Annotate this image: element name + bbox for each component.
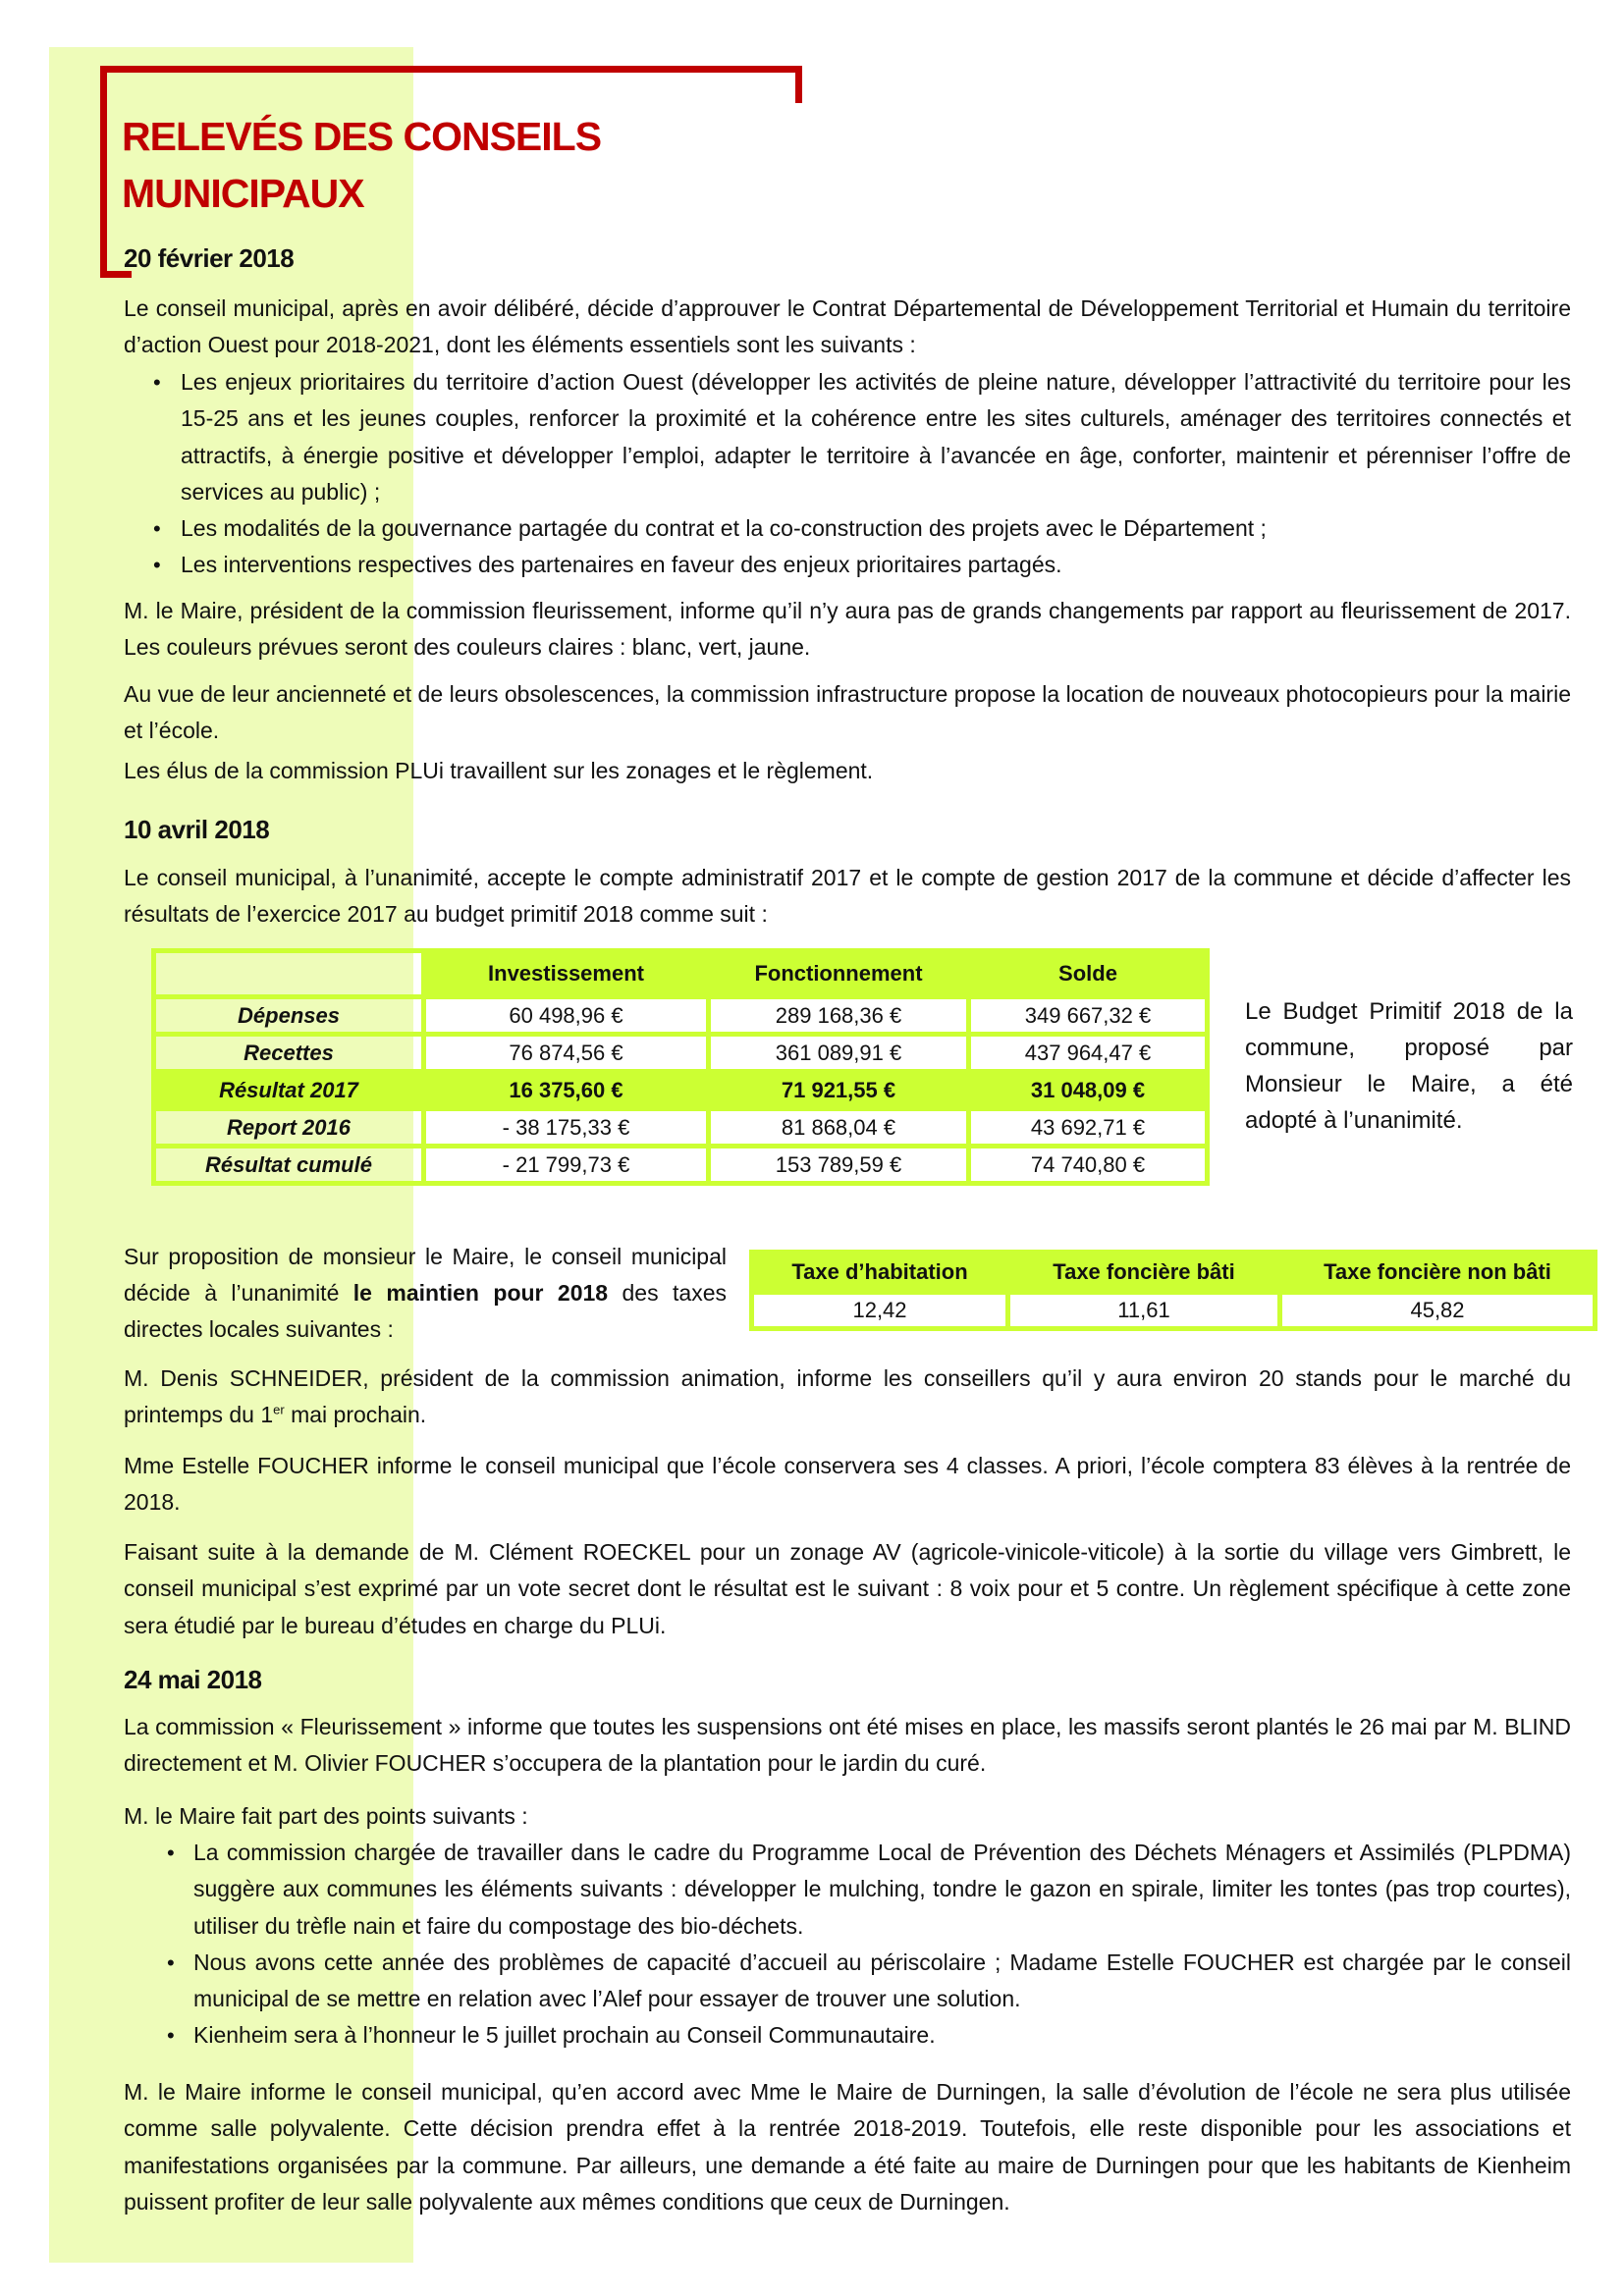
table-row-highlight: [154, 1072, 1208, 1109]
table-row: [154, 1147, 1208, 1184]
s3-paragraph-1: La commission « Fleurissement » informe que toutes les suspensions ont été mises en place, les massifs seront plantés le 26 mai par M. BLIND directement et M. Olivier FOUCHER s’occupera de la plantation pour le jardin du curé.: [124, 1714, 1571, 1777]
table-header-row: [752, 1253, 1596, 1293]
page-title-line2: MUNICIPAUX: [122, 171, 364, 216]
list-item: • La commission chargée de travailler dans le cadre du Programme Local de Prévention des Déchets Ménagers et Assimilés (PLPDMA) suggère aux communes les éléments suivants : développer le mulching, tondre le gazon en spirale, limiter les tontes (pas trop courtes), utiliser du trèfle nain et faire du compostage des bio-déchets.: [124, 1835, 1571, 1945]
title-frame-left: [100, 66, 107, 278]
row-label: Résultat cumulé: [154, 1147, 424, 1184]
budget-table: [151, 948, 1210, 1186]
row-label: Report 2016: [154, 1109, 424, 1147]
s2-paragraph-2: [124, 1361, 1571, 1434]
table-cell: 43 692,71 €: [969, 1109, 1208, 1147]
s1-bullet-list: [124, 364, 1571, 584]
s1-paragraph-3: Au vue de leur ancienneté et de leurs obsolescences, la commission infrastructure propose la location de nouveaux photocopieurs pour la mairie et l’école.: [124, 681, 1571, 744]
s2-paragraph-1: Le conseil municipal, à l’unanimité, accepte le compte administratif 2017 et le compte de gestion 2017 de la commune et décide d’affecter les résultats de l’exercice 2017 au budget primitif 2018 comme suit :: [124, 865, 1571, 928]
table-cell: - 21 799,73 €: [424, 1147, 709, 1184]
s1-paragraph-4: Les élus de la commission PLUi travaillent sur les zonages et le règlement.: [124, 758, 874, 783]
table-cell: 16 375,60 €: [424, 1072, 709, 1109]
list-item: • Les interventions respectives des partenaires en faveur des enjeux prioritaires partagés.: [124, 547, 1571, 583]
superscript: er: [273, 1402, 285, 1417]
table-row: [154, 1109, 1208, 1147]
table-header-cell: [154, 951, 424, 997]
table-row: [154, 997, 1208, 1035]
tax-rates-table: [749, 1250, 1597, 1331]
table-cell: 289 168,36 €: [709, 997, 969, 1035]
table-cell: 31 048,09 €: [969, 1072, 1208, 1109]
table-cell: 11,61: [1008, 1293, 1280, 1329]
list-item: • Nous avons cette année des problèmes de capacité d’accueil au périscolaire ; Madame Estelle FOUCHER est chargée par le conseil municipal de se mettre en relation avec l’Alef pour essayer de trouver une solution.: [124, 1945, 1571, 2018]
table-header-cell: Taxe d’habitation: [752, 1253, 1008, 1293]
budget-side-note: Le Budget Primitif 2018 de la commune, proposé par Monsieur le Maire, a été adopté à l’unanimité.: [1245, 998, 1573, 1134]
table-header-cell: Fonctionnement: [709, 951, 969, 997]
table-row: [154, 1035, 1208, 1072]
title-frame-right: [795, 66, 802, 103]
table-cell: 60 498,96 €: [424, 997, 709, 1035]
s3-paragraph-2: M. le Maire fait part des points suivants :: [124, 1803, 528, 1829]
tax-paragraph: [124, 1239, 727, 1348]
table-cell: 71 921,55 €: [709, 1072, 969, 1109]
table-cell: 45,82: [1280, 1293, 1596, 1329]
list-item: • Kienheim sera à l’honneur le 5 juillet prochain au Conseil Communautaire.: [124, 2017, 1571, 2054]
table-header-cell: Taxe foncière non bâti: [1280, 1253, 1596, 1293]
table-cell: 153 789,59 €: [709, 1147, 969, 1184]
table-cell: 74 740,80 €: [969, 1147, 1208, 1184]
tax-paragraph-bold: le maintien pour 2018: [352, 1280, 609, 1306]
s2-paragraph-2-text: M. Denis SCHNEIDER, président de la commission animation, informe les conseillers qu’il y aura environ 20 stands pour le marché du printemps du 1: [124, 1365, 1571, 1428]
section-date-1: 20 février 2018: [124, 243, 295, 273]
table-header-cell: Investissement: [424, 951, 709, 997]
list-item: • Les enjeux prioritaires du territoire d’action Ouest (développer les activités de pleine nature, développer l’attractivité du territoire pour les 15-25 ans et les jeunes couples, renforcer la proximité et la cohérence entre les sites culturels, aménager des territoires connectés et attractifs, à énergie positive et développer l’emploi, adapter le territoire à l’avancée en âge, conforter, maintenir et pérenniser l’offre de services au public) ;: [124, 364, 1571, 510]
s3-bullet-list: [124, 1835, 1571, 2055]
s2-paragraph-4: Faisant suite à la demande de M. Clément ROECKEL pour un zonage AV (agricole-vinicole-viticole) à la sortie du village vers Gimbrett, le conseil municipal s’est exprimé par un vote secret dont le résultat est le suivant : 8 voix pour et 5 contre. Un règlement spécifique à cette zone sera étudié par le bureau d’études en charge du PLUi.: [124, 1539, 1571, 1638]
section-date-2: 10 avril 2018: [124, 815, 270, 844]
table-cell: 81 868,04 €: [709, 1109, 969, 1147]
table-cell: 349 667,32 €: [969, 997, 1208, 1035]
tax-paragraph-text: des taxes directes locales suivantes :: [124, 1280, 727, 1342]
s1-paragraph-1: Le conseil municipal, après en avoir délibéré, décide d’approuver le Contrat Départemental de Développement Territorial et Humain du territoire d’action Ouest pour 2018-2021, dont les éléments essentiels sont les suivants :: [124, 295, 1571, 358]
s2-paragraph-2-text: mai prochain.: [284, 1402, 427, 1428]
row-label: Recettes: [154, 1035, 424, 1072]
row-label: Résultat 2017: [154, 1072, 424, 1109]
table-header-row: [154, 951, 1208, 997]
s1-paragraph-2: M. le Maire, président de la commission fleurissement, informe qu’il n’y aura pas de grands changements par rapport au fleurissement de 2017. Les couleurs prévues seront des couleurs claires : blanc, vert, jaune.: [124, 598, 1571, 661]
page-title-line1: RELEVÉS DES CONSEILS: [122, 114, 602, 159]
table-header-cell: Solde: [969, 951, 1208, 997]
table-cell: 76 874,56 €: [424, 1035, 709, 1072]
table-cell: - 38 175,33 €: [424, 1109, 709, 1147]
row-label: Dépenses: [154, 997, 424, 1035]
table-cell: 361 089,91 €: [709, 1035, 969, 1072]
table-cell: 437 964,47 €: [969, 1035, 1208, 1072]
title-frame-top: [100, 66, 802, 73]
section-date-3: 24 mai 2018: [124, 1665, 262, 1694]
s3-paragraph-3: M. le Maire informe le conseil municipal, qu’en accord avec Mme le Maire de Durningen, la salle d’évolution de l’école ne sera plus utilisée comme salle polyvalente. Cette décision prendra effet à la rentrée 2018-2019. Toutefois, elle reste disponible pour les associations et manifestations organisées par la commune. Par ailleurs, une demande a été faite au maire de Durningen pour que les habitants de Kienheim puissent profiter de leur salle polyvalente aux mêmes conditions que ceux de Durningen.: [124, 2079, 1571, 2215]
table-row: [752, 1293, 1596, 1329]
table-cell: 12,42: [752, 1293, 1008, 1329]
s2-paragraph-3: Mme Estelle FOUCHER informe le conseil municipal que l’école conservera ses 4 classes. A priori, l’école comptera 83 élèves à la rentrée de 2018.: [124, 1453, 1571, 1516]
table-header-cell: Taxe foncière bâti: [1008, 1253, 1280, 1293]
tax-paragraph-text: Sur proposition de monsieur le Maire, le conseil municipal décide à l’unanimité: [124, 1244, 727, 1306]
list-item: • Les modalités de la gouvernance partagée du contrat et la co-construction des projets avec le Département ;: [124, 510, 1571, 547]
